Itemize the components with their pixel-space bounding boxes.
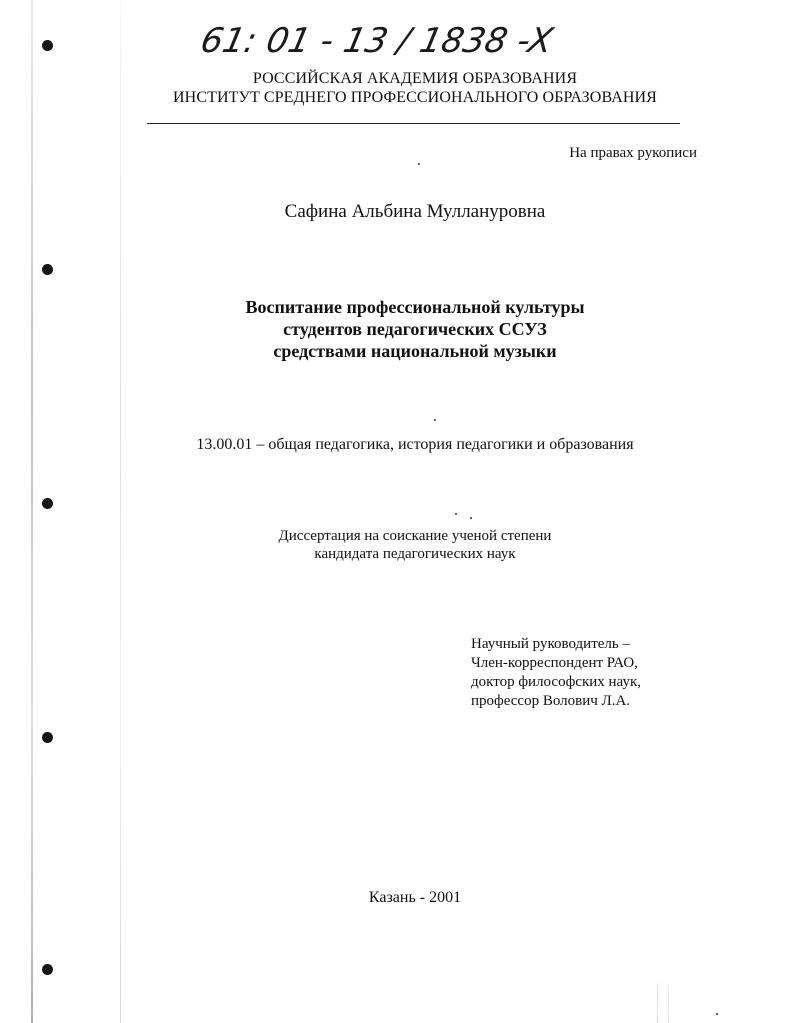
institute-name: ИНСТИТУТ СРЕДНЕГО ПРОФЕССИОНАЛЬНОГО ОБРАЗОВАНИЯ	[173, 89, 657, 106]
city-year: Казань - 2001	[368, 889, 462, 906]
handwritten-code-text: 61: 01 - 13 / 1838 -X	[200, 21, 557, 61]
scientific-supervisor	[471, 635, 641, 711]
degree-statement	[100, 527, 730, 563]
binder-hole-mark	[42, 264, 53, 275]
degree-line: кандидата педагогических наук	[314, 546, 516, 562]
handwritten-archive-number	[200, 10, 580, 70]
scan-speck	[418, 163, 420, 165]
supervisor-line: доктор философских наук,	[471, 674, 641, 690]
scan-edge-line	[657, 980, 658, 1023]
title-line: студентов педагогических ССУЗ	[283, 319, 547, 339]
specialty-code: 13.00.01 – общая педагогика, история педагогики и образования	[196, 436, 634, 453]
binder-hole-mark	[42, 40, 53, 51]
scan-speck	[455, 513, 457, 515]
header-divider	[147, 123, 680, 124]
author-name: Сафина Альбина Муллануровна	[284, 201, 546, 222]
scan-speck	[716, 1013, 718, 1015]
dissertation-title	[100, 296, 730, 362]
manuscript-note: На правах рукописи	[569, 145, 697, 161]
binder-hole-mark	[42, 732, 53, 743]
scan-speck	[470, 517, 472, 519]
scan-speck	[434, 419, 436, 421]
title-line: Воспитание профессиональной культуры	[245, 297, 585, 317]
supervisor-line: Научный руководитель –	[471, 636, 630, 652]
binder-hole-mark	[42, 498, 53, 509]
scan-edge-line	[668, 985, 669, 1023]
degree-line: Диссертация на соискание ученой степени	[278, 528, 552, 544]
supervisor-line: профессор Волович Л.А.	[471, 693, 631, 709]
scan-edge-line	[120, 0, 121, 1023]
scan-edge-line	[31, 0, 33, 1023]
title-line: средствами национальной музыки	[273, 341, 557, 361]
academy-name: РОССИЙСКАЯ АКАДЕМИЯ ОБРАЗОВАНИЯ	[252, 70, 578, 87]
supervisor-line: Член-корреспондент РАО,	[471, 655, 638, 671]
binder-hole-mark	[42, 964, 53, 975]
